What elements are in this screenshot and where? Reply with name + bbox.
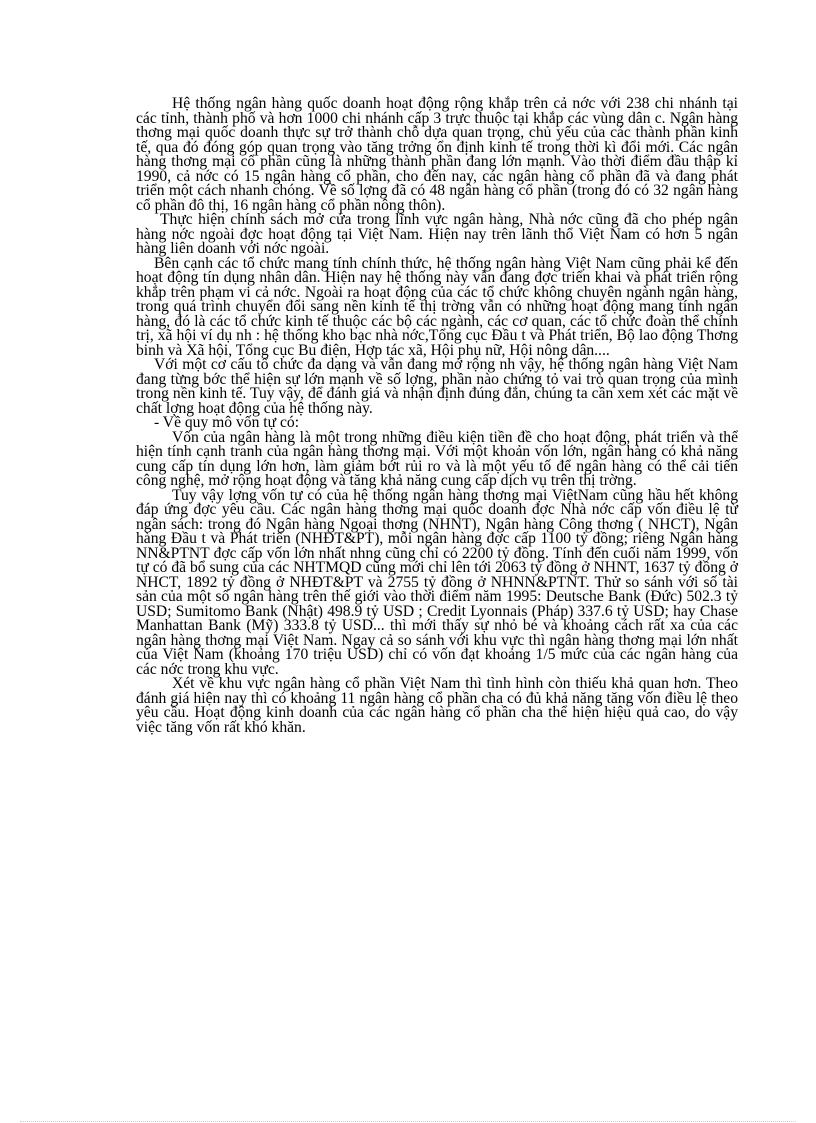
paragraph-people-credit: Bên cạnh các tổ chức mang tính chính thức, hệ thống ngân hàng Việt Nam cũng phải kể đến hoạt động tín dụng nhân dân. Hiện nay hệ thống này vẫn đang đợc triển khai và phát triển rộng khắp trên phạm vi cả nớc. Ngoài ra hoạt động của các tổ chức không chuyên ngành ngân hàng, trong quá trình chuyển đổi sang nền kinh tế thị trờng vẫn có những hoạt động mang tính ngân hàng, đó là các tổ chức kinh tế thuộc các bộ các ngành, các cơ quan, các tổ chức đoàn thể chính trị, xã hội ví dụ nh : hệ thống kho bạc nhà nớc,Tổng cục Đầu t và Phát triển, Bộ lao động Thơng binh và Xã hội, Tổng cục Bu điện, Hợp tác xã, Hội phụ nữ, Hội nông dân.... [136, 254, 738, 359]
document-page [136, 97, 738, 735]
paragraph-capital-role: Vốn của ngân hàng là một trong những điều kiện tiền đề cho hoạt động, phát triển và thể hiện tính cạnh tranh của ngân hàng thơng mại. Với một khoản vốn lớn, ngân hàng có khả năng cung cấp tín dụng lớn hơn, làm giảm bớt rủi ro và là một yếu tố để ngân hàng có thể cải tiến công nghệ, mở rộng hoạt động và tăng khả năng cung cấp dịch vụ trên thị trờng. [136, 428, 738, 489]
paragraph-capital-figures: Tuy vậy lợng vốn tự có của hệ thống ngân hàng thơng mại ViệtNam cũng hầu hết không đáp ứng đợc yêu cầu. Các ngân hàng thơng mại quốc doanh đợc Nhà nớc cấp vốn điều lệ từ ngân sách: trong đó Ngân hàng Ngoại thơng (NHNT), Ngân hàng Công thơng ( NHCT), Ngân hàng Đầu t và Phát triển (NHĐT&PT), mỗi ngân hàng đợc cấp 1100 tỷ đồng; riêng Ngân hàng NN&PTNT đợc cấp vốn lớn nhất nhng cũng chỉ có 2200 tỷ đồng. Tính đến cuối năm 1999, vốn tự có đã bổ sung của các NHTMQD cũng mới chỉ lên tới 2063 tỷ đồng ở NHNT, 1637 tỷ đồng ở NHCT, 1892 tỷ đồng ở NHĐT&PT và 2755 tỷ đồng ở NHNN&PTNT. Thử so sánh với số tài sản của một số ngân hàng trên thế giới vào thời điểm năm 1995: Deutsche Bank (Đức) 502.3 tỷ USD; Sumitomo Bank (Nhật) 498.9 tỷ USD ; Credit Lyonnais (Pháp) 337.6 tỷ USD; hay Chase Manhattan Bank (Mỹ) 333.8 tỷ USD... thì mới thấy sự nhỏ bé và khoảng cách rất xa của các ngân hàng thơng mại Việt Nam. Ngay cả so sánh với khu vực thì ngân hàng thơng mại lớn nhất của Việt Nam (khoảng 170 triệu USD) chỉ có vốn đạt khoảng 1/5 mức của các ngân hàng của các nớc trong khu vực. [136, 486, 738, 678]
list-heading-capital-scale: - Về quy mô vốn tự có: [154, 414, 300, 431]
page-bottom-divider [20, 1121, 796, 1122]
paragraph-quality-assessment: Với một cơ cấu tổ chức đa dạng và vẫn đang mở rộng nh vậy, hệ thống ngân hàng Việt Nam đang từng bớc thể hiện sự lớn mạnh về số lợng, phần nào chứng tỏ vai trò quan trọng của mình trong nền kinh tế. Tuy vậy, để đánh giá và nhận định đúng đắn, chúng ta cần xem xét các mặt về chất lợng hoạt động của hệ thống này. [136, 356, 738, 417]
paragraph-state-banks: Hệ thống ngân hàng quốc doanh hoạt động rộng khắp trên cả nớc với 238 chi nhánh tại các tỉnh, thành phố và hơn 1000 chi nhánh cấp 3 trực thuộc tại khắp các vùng dân c. Ngân hàng thơng mại quốc doanh thực sự trở thành chỗ dựa quan trọng, chủ yếu của các thành phần kinh tế, qua đó đóng góp quan trọng vào tăng trởng ổn định kinh tế trong thời kì đổi mới. Các ngân hàng thơng mại cổ phần cũng là những thành phần đang lớn mạnh. Vào thời điểm đầu thập kỉ 1990, cả nớc có 15 ngân hàng cổ phần, cho đến nay, các ngân hàng cổ phần đã và đang phát triển một cách nhanh chóng. Về số lợng đã có 48 ngân hàng cổ phần (trong đó có 32 ngân hàng cổ phần đô thị, 16 ngân hàng cổ phần nông thôn). [136, 95, 738, 214]
paragraph-foreign-banks: Thực hiện chính sách mở cửa trong lĩnh vực ngân hàng, Nhà nớc cũng đã cho phép ngân hàng nớc ngoài đợc hoạt động tại Việt Nam. Hiện nay trên lãnh thổ Việt Nam có hơn 5 ngân hàng liên doanh với nớc ngoài. [136, 211, 738, 257]
paragraph-joint-stock-banks: Xét về khu vực ngân hàng cổ phần Việt Nam thì tình hình còn thiếu khả quan hơn. Theo đánh giá hiện nay thì có khoảng 11 ngân hàng cổ phần cha có đủ khả năng tăng vốn điều lệ theo yêu cầu. Hoạt động kinh doanh của các ngân hàng cổ phần cha thể hiện hiệu quả cao, do vậy việc tăng vốn rất khó khăn. [136, 675, 738, 736]
